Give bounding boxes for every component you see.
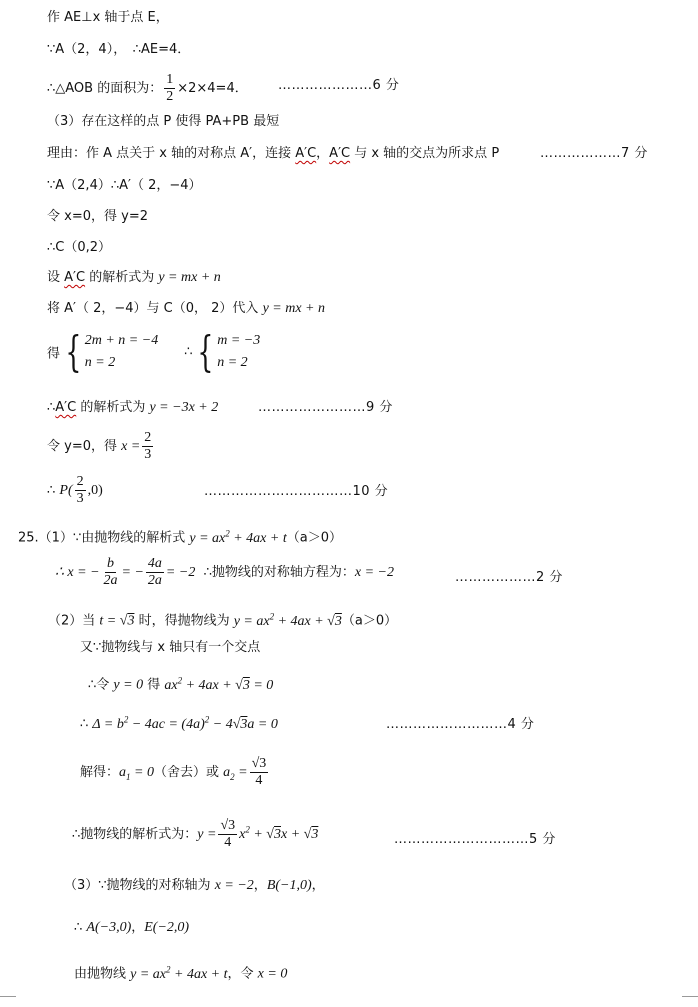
condition-a: （a＞0） [341, 613, 398, 629]
line-reason [47, 144, 499, 164]
score-9: ……………………9 分 [258, 400, 393, 415]
get-label: 得 [47, 346, 61, 362]
score-5: …………………………5 分 [394, 832, 556, 847]
line-parabola-result [72, 818, 318, 851]
crop-mark-bottom-left [0, 996, 16, 1005]
part2-mid: 时，得抛物线为 [134, 613, 234, 629]
score-2: ………………2 分 [455, 570, 563, 585]
solve-label: 解得： [80, 765, 120, 780]
condition-a: （a＞0） [286, 530, 342, 546]
line-solve-a [80, 756, 270, 789]
y-equals: y = [197, 827, 217, 842]
axis-equation: x = −2 [354, 565, 394, 580]
line-one-intersection: 又∵抛物线与 x 轴只有一个交点 [80, 640, 261, 655]
therefore-symbol: ∴ [80, 716, 93, 732]
result-mid: 的解析式为 [76, 400, 150, 415]
line-point-c: ∴C（0,2） [47, 240, 112, 255]
reason-text: 理由：作 A 点关于 x 轴的对称点 A′，连接 [47, 146, 296, 161]
x-fraction: $\frac{2}{3}$ [144, 430, 152, 462]
fraction-b-2a: $\frac{b}{2a}$ [103, 556, 118, 588]
line-system [47, 327, 261, 376]
therefore-symbol: ∴ [184, 344, 193, 360]
equation-system-2: { m = −3 n = 2 [197, 327, 261, 376]
value-minus-2: = −2 [165, 565, 196, 580]
therefore-symbol: ∴ [47, 483, 60, 498]
axis-text: ∴抛物线的对称轴方程为： [203, 565, 355, 580]
quadratic-equation: $ax^2 + 4ax + √3 = 0$ [164, 675, 274, 693]
parabola-terms: $x^2 + √3x + √3$ [239, 824, 319, 842]
line-points-ae [74, 918, 189, 938]
point-a: A(−3,0) [86, 920, 132, 935]
point-b: B(−1,0) [266, 878, 312, 893]
part3-label: （3）∵抛物线的对称轴为 [64, 878, 215, 893]
sep: ， [131, 920, 145, 935]
coef-fraction: $\frac{√3}{4}$ [220, 818, 236, 850]
reason-sep: ， [316, 146, 330, 161]
let-label: ∴令 [88, 677, 114, 693]
part2-label: （2）当 [48, 613, 100, 629]
area-expression: ×2×4=4． [177, 81, 248, 96]
line-part3-heading: （3）存在这样的点 P 使得 PA+PB 最短 [47, 114, 280, 129]
from-parabola: 由抛物线 [74, 966, 131, 982]
line-substitute [47, 299, 325, 319]
segment-ac: A′C [64, 270, 86, 285]
discard-text: （舍去）或 [153, 765, 224, 780]
line-ac-result [47, 398, 218, 418]
get-label: 得 [143, 677, 165, 693]
set-label: 设 [47, 270, 65, 285]
line-q25-part1 [18, 523, 342, 549]
line-a-coords: ∵A（2，4）， ∴AE=4． [47, 42, 191, 57]
line-discriminant [80, 709, 278, 735]
a2-equals: $a_2$ = [223, 765, 248, 782]
line-a-prime: ∵A（2,4）∴A′（ 2，−4） [47, 178, 202, 193]
area-label: ∴△AOB 的面积为： [47, 81, 163, 96]
x-equals: x = [121, 439, 141, 454]
line-set-ac [47, 268, 221, 288]
segment-ac: A′C [55, 400, 77, 415]
line-ae-perpendicular: 作 AE⊥x 轴于点 E， [47, 10, 169, 25]
let-label: ，令 [227, 966, 258, 982]
result-label: ∴抛物线的解析式为： [72, 827, 198, 842]
line-axis-derivation [55, 556, 394, 589]
substitute-text: 将 A′（ 2，−4）与 C（0， 2）代入 [47, 301, 263, 316]
line-let-x-zero [74, 959, 287, 985]
line-part3-axis [64, 876, 325, 896]
therefore-symbol: ∴ [47, 400, 56, 415]
sep: ， [253, 878, 267, 893]
fraction-4a-2a: $\frac{4a}{2a}$ [147, 556, 162, 588]
score-6: …………………6 分 [278, 78, 400, 93]
equals-minus: = − [121, 565, 144, 580]
point-e: E(−2,0) [144, 920, 190, 935]
parabola-equation: $y = ax^2 + 4ax + t$ [130, 964, 228, 982]
linear-result: y = −3x + 2 [149, 400, 219, 415]
line-let-y-zero [88, 670, 273, 696]
linear-equation: y = mx + n [262, 301, 325, 316]
parabola-equation: $y = ax^2 + 4ax + t$ [189, 528, 287, 546]
a1-value: $a_1 = 0$ [119, 765, 154, 782]
sep: ， [311, 878, 325, 893]
line-part2 [48, 606, 397, 632]
crop-mark-bottom-right [682, 996, 698, 1005]
therefore-symbol: ∴ [74, 920, 87, 935]
parabola-sqrt3: $y = ax^2 + 4ax + √3$ [233, 611, 342, 629]
line-let-y0 [47, 430, 155, 463]
y-equals-zero: y = 0 [113, 677, 144, 693]
a2-fraction: $\frac{√3}{4}$ [251, 756, 267, 788]
discriminant-equation: $\Delta = b^2 - 4ac = (4a)^2 - 4√3a = 0$ [92, 714, 278, 732]
score-4: ………………………4 分 [386, 717, 535, 732]
reason-tail: 与 x 轴的交点为所求点 P [350, 146, 500, 161]
segment-ac: A′C [295, 146, 317, 161]
score-7: ………………7 分 [540, 146, 648, 161]
line-area-aob [47, 72, 248, 105]
p-fraction: $\frac{2}{3}$ [76, 474, 84, 506]
x-equals-zero: x = 0 [257, 966, 288, 982]
p-coords-tail: ,0) [87, 483, 103, 498]
area-fraction: $\frac{1}{2}$ [166, 72, 174, 104]
line-let-x0: 令 x=0，得 y=2 [47, 209, 148, 224]
set-mid: 的解析式为 [85, 270, 159, 285]
x-equals: ∴ x = − [55, 565, 100, 580]
linear-equation: y = mx + n [158, 270, 221, 285]
line-point-p [47, 474, 103, 507]
axis-equation: x = −2 [214, 878, 254, 893]
q25-label: 25.（1）∵由抛物线的解析式 [18, 530, 190, 546]
segment-ac: A′C [329, 146, 351, 161]
point-p-label: P( [59, 483, 73, 498]
t-equals-sqrt3: t = √3 [99, 613, 135, 629]
equation-system-1: { 2m + n = −4 n = 2 [65, 327, 159, 376]
score-10: ……………………………10 分 [204, 484, 389, 499]
let-y0-text: 令 y=0，得 [47, 439, 122, 454]
